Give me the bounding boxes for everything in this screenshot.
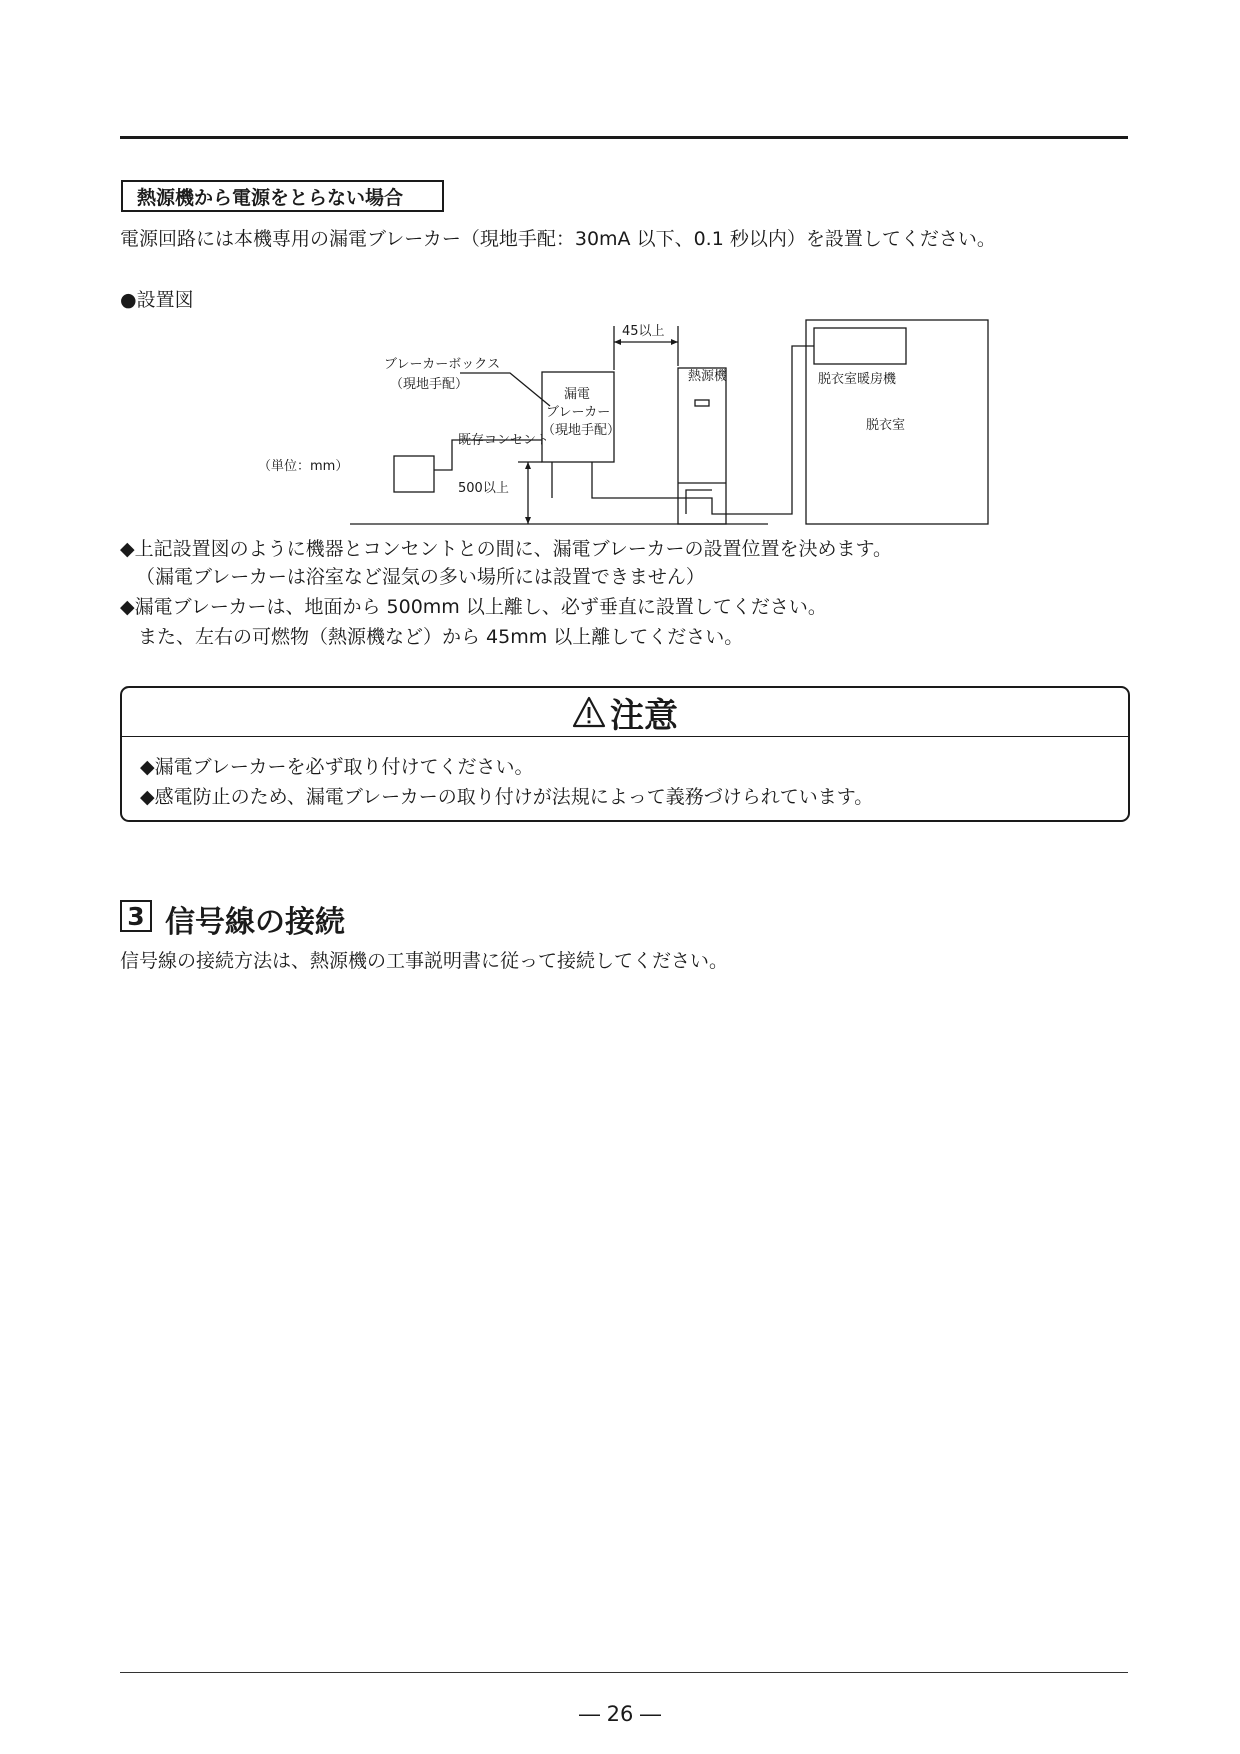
note-1: ◆上記設置図のように機器とコンセントとの間に、漏電ブレーカーの設置位置を決めます。 <box>120 538 892 560</box>
arrow-500-top <box>525 462 531 469</box>
note-2: （漏電ブレーカーは浴室など湿気の多い場所には設置できません） <box>136 566 705 588</box>
label-breaker-box: ブレーカーボックス <box>384 357 501 372</box>
label-leak-breaker-3: （現地手配） <box>542 423 621 438</box>
caution-title: 注意 <box>610 695 678 736</box>
label-leak-breaker-1: 漏電 <box>564 387 591 402</box>
section-title: 信号線の接続 <box>165 905 345 940</box>
figure-label: ●設置図 <box>120 289 194 311</box>
arrow-45-right <box>671 339 678 345</box>
dressing-heater-shape <box>814 328 906 364</box>
page-number: ― 26 ― <box>578 1702 662 1726</box>
bottom-rule <box>120 1672 1128 1673</box>
installation-diagram <box>240 318 1000 528</box>
heat-source-panel <box>695 400 709 406</box>
heat-source-shape <box>678 368 726 524</box>
label-unit: （単位：mm） <box>258 459 349 474</box>
top-rule <box>120 136 1128 139</box>
label-breaker-box-sub: （現地手配） <box>390 377 469 392</box>
caution-header <box>122 688 1128 737</box>
note-3: ◆漏電ブレーカーは、地面から 500mm 以上離し、必ず垂直に設置してください。 <box>120 596 827 618</box>
label-distance-500: 500以上 <box>458 481 509 496</box>
label-leak-breaker-2: ブレーカー <box>546 405 611 420</box>
caution-box <box>120 686 1130 822</box>
label-distance-45: 45以上 <box>622 324 665 339</box>
label-outlet: 既存コンセント <box>458 433 550 448</box>
label-heat-source: 熱源機 <box>688 369 728 384</box>
caution-item-1: ◆漏電ブレーカーを必ず取り付けてください。 <box>140 756 534 778</box>
caution-item-2: ◆感電防止のため、漏電ブレーカーの取り付けが法規によって義務づけられています。 <box>140 786 874 808</box>
note-4: また、左右の可燃物（熱源機など）から 45mm 以上離してください。 <box>138 626 744 648</box>
arrow-45-left <box>614 339 621 345</box>
section-number: 3 <box>120 900 152 932</box>
section-heading: 熱源機から電源をとらない場合 <box>121 180 444 212</box>
section-description: 電源回路には本機専用の漏電ブレーカー（現地手配：30mA 以下、0.1 秒以内）を設置してください。 <box>120 228 996 250</box>
signal-description: 信号線の接続方法は、熱源機の工事説明書に従って接続してください。 <box>120 950 729 972</box>
wire-heat-source <box>686 490 712 514</box>
arrow-500-bottom <box>525 517 531 524</box>
label-dressing-heater: 脱衣室暖房機 <box>818 372 897 387</box>
warning-triangle-icon <box>572 696 606 728</box>
label-dressing-room: 脱衣室 <box>866 418 906 433</box>
breaker-box-leader <box>460 373 550 406</box>
outlet-shape <box>394 456 434 492</box>
